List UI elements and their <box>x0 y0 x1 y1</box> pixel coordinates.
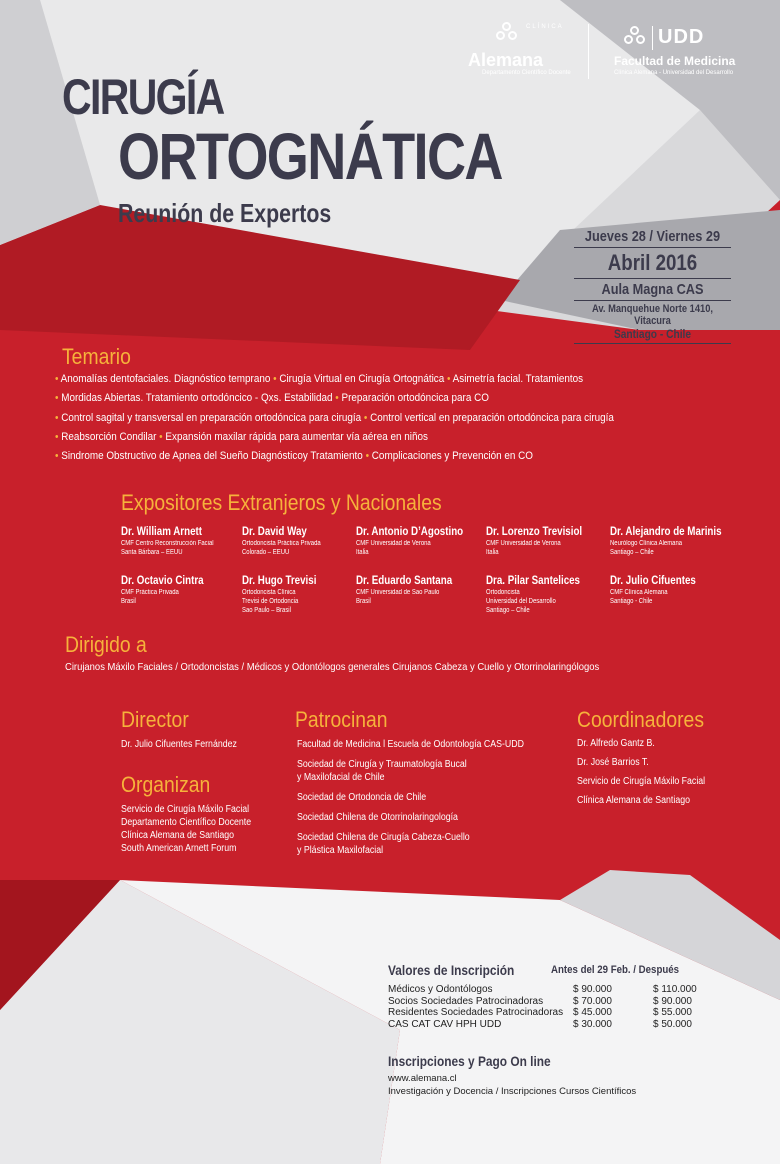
expositor-name: Dr. Alejandro de Marinis <box>610 526 722 538</box>
expositor-name: Dra. Pilar Santelices <box>486 575 581 587</box>
event-city: Santiago - Chile <box>613 327 692 341</box>
patrocinan-item-cont: y Plástica Maxilofacial <box>297 845 384 856</box>
alemana-mark-icon <box>496 22 518 44</box>
dirigido-text: Cirujanos Máxilo Faciales / Ortodoncistas / Médicos y Odontólogos generales Cirujanos Cabeza y Cuello y Otorrinolaringólogos <box>65 661 600 673</box>
bullet-icon: • <box>156 430 166 443</box>
price-cell-before: $ 70.000 <box>573 995 612 1007</box>
temario-list <box>55 373 755 469</box>
organizan-item: Departamento Científico Docente <box>121 817 252 828</box>
bullet-icon: • <box>270 373 280 385</box>
temario-line <box>55 450 685 469</box>
event-rule <box>574 247 731 248</box>
udd-mark: UDD <box>658 26 705 48</box>
bullet-icon: • <box>55 450 62 463</box>
patrocinan-item: Facultad de Medicina l Escuela de Odontología CAS-UDD <box>297 739 524 750</box>
expositor-detail: CMF Clínica Alemana Santiago - Chile <box>610 589 668 605</box>
event-rule <box>574 343 731 344</box>
temario-item: Asimetría facial. Tratamientos <box>452 373 584 385</box>
expositor-name: Dr. Lorenzo Trevisiol <box>486 526 583 538</box>
event-venue: Aula Magna CAS <box>601 281 704 298</box>
coordinador-item: Servicio de Cirugía Máxilo Facial <box>577 776 706 787</box>
expositor-detail: CMF Universidad de Verona Italia <box>486 540 561 556</box>
expositor-detail: Ortodoncista Práctica Privada Colorado – EEUU <box>242 540 321 556</box>
bullet-icon: • <box>362 450 372 463</box>
event-month: Abril 2016 <box>607 250 698 275</box>
price-row <box>388 984 718 996</box>
patrocinan-item-cont: y Maxilofacial de Chile <box>297 772 385 783</box>
expositor-card <box>121 526 230 557</box>
expositor-name: Dr. Octavio Cintra <box>121 575 204 587</box>
price-cell-label: Médicos y Odontólogos <box>388 984 493 995</box>
coordinador-item: Clínica Alemana de Santiago <box>577 795 691 806</box>
temario-item: Mordidas Abiertas. Tratamiento ortodóncico - Qxs. Estabilidad <box>61 392 333 405</box>
bullet-icon: • <box>361 411 371 424</box>
temario-line <box>55 373 685 392</box>
expositor-card <box>242 575 330 615</box>
coordinadores-list <box>577 737 723 807</box>
price-row <box>388 1019 718 1031</box>
event-address: Av. Manquehue Norte 1410, Vitacura <box>591 303 714 327</box>
director-name-wrap <box>121 738 253 751</box>
subtitle: Reunión de Expertos <box>118 198 332 228</box>
expositores-grid <box>121 526 761 626</box>
inscripciones-heading: Inscripciones y Pago On line <box>388 1053 551 1069</box>
expositor-detail: Neurólogo Clínica Alemana Santiago – Chile <box>610 540 683 556</box>
organizan-item: Clínica Alemana de Santiago <box>121 830 235 841</box>
expositor-name: Dr. Eduardo Santana <box>356 575 453 587</box>
alemana-name: Alemana <box>468 50 544 70</box>
patrocinan-heading: Patrocinan <box>295 707 388 732</box>
logo-divider <box>588 24 589 79</box>
inscripciones-path: Investigación y Docencia / Inscripciones Cursos Científicos <box>388 1086 637 1097</box>
event-rule <box>574 278 731 279</box>
expositor-name: Dr. Julio Cifuentes <box>610 575 696 587</box>
director-heading: Director <box>121 707 189 732</box>
event-days: Jueves 28 / Viernes 29 <box>584 228 721 245</box>
temario-line <box>55 412 685 431</box>
bullet-icon: • <box>55 411 62 424</box>
event-rule <box>574 300 731 301</box>
price-cell-after: $ 50.000 <box>653 1018 692 1030</box>
alemana-sub: Departamento Científico Docente <box>482 70 571 76</box>
patrocinan-item: Sociedad de Ortodoncia de Chile <box>297 792 427 803</box>
coordinador-item: Dr. José Barrios T. <box>577 757 649 768</box>
temario-item: Cirugía Virtual en Cirugía Ortognática <box>279 373 445 385</box>
temario-item: Preparación ortodóncica para CO <box>341 392 489 405</box>
udd-logo <box>614 22 754 76</box>
price-cell-label: CAS CAT CAV HPH UDD <box>388 1018 502 1030</box>
expositor-name: Dr. David Way <box>242 526 307 538</box>
expositor-detail: CMF Universidad de Sao Paulo Brasil <box>356 589 440 605</box>
expositor-card <box>486 526 599 557</box>
event-info <box>560 228 745 346</box>
patrocinan-item: Sociedad Chilena de Cirugía Cabeza-Cuello <box>297 832 470 843</box>
coordinador-item: Dr. Alfredo Gantz B. <box>577 738 655 749</box>
expositor-card <box>610 526 741 557</box>
price-cell-after: $ 110.000 <box>653 984 697 995</box>
expositor-card <box>242 526 335 557</box>
organizan-item: Servicio de Cirugía Máxilo Facial <box>121 804 250 815</box>
temario-item: Sindrome Obstructivo de Apnea del Sueño Diagnósticoy Tratamiento <box>61 450 363 463</box>
expositor-card <box>356 575 469 606</box>
valores-table <box>388 984 718 1030</box>
price-row <box>388 1007 718 1019</box>
udd-sub: Clínica Alemana - Universidad del Desarrollo <box>614 70 734 76</box>
bullet-icon: • <box>444 373 453 385</box>
expositor-detail: CMF Centro Reconstrucción Facial Santa Bárbara – EEUU <box>121 540 214 556</box>
expositor-card <box>486 575 597 615</box>
patrocinan-list <box>297 738 555 857</box>
organizan-heading: Organizan <box>121 772 211 797</box>
temario-item: Reabsorción Condilar <box>61 430 157 443</box>
temario-item: Complicaciones y Prevención en CO <box>371 450 534 463</box>
temario-item: Expansión maxilar rápida para aumentar vía aérea en niños <box>165 430 428 443</box>
valores-columns: Antes del 29 Feb. / Después <box>551 964 680 976</box>
coordinadores-heading: Coordinadores <box>577 707 704 732</box>
temario-item: Control sagital y transversal en preparación ortodóncica para cirugía <box>61 411 362 424</box>
expositor-detail: Ortodoncista Universidad del Desarrollo Santiago – Chile <box>486 589 556 614</box>
expositor-card <box>610 575 711 606</box>
expositores-heading: Expositores Extranjeros y Nacionales <box>121 490 442 515</box>
title-line-2: ORTOGNÁTICA <box>118 119 502 193</box>
bullet-icon: • <box>55 392 62 405</box>
organizan-item: South American Arnett Forum <box>121 843 237 854</box>
price-cell-after: $ 90.000 <box>653 995 692 1007</box>
expositor-detail: CMF Práctica Privada Brasil <box>121 589 179 605</box>
expositor-card <box>356 526 482 557</box>
expositor-detail: Ortodoncista Clínica Trevisi de Ortodoncia Sao Paulo – Brasil <box>242 589 299 614</box>
expositor-detail: CMF Universidad de Verona Italia <box>356 540 431 556</box>
alemana-top-label: CLÍNICA <box>526 24 564 30</box>
price-cell-after: $ 55.000 <box>653 1007 692 1018</box>
price-cell-before: $ 45.000 <box>573 1007 612 1018</box>
udd-name: Facultad de Medicina <box>614 54 736 68</box>
patrocinan-item: Sociedad Chilena de Otorrinolaringología <box>297 812 458 823</box>
title-line-1: CIRUGÍA <box>62 69 224 125</box>
expositor-card <box>121 575 218 606</box>
inscripciones-url[interactable]: www.alemana.cl <box>388 1073 457 1084</box>
price-cell-label: Socios Sociedades Patrocinadoras <box>388 995 544 1007</box>
temario-line <box>55 431 685 450</box>
expositor-name: Dr. Antonio D’Agostino <box>356 526 464 538</box>
temario-line <box>55 392 685 411</box>
temario-item: Control vertical en preparación ortodóncica para cirugía <box>370 411 614 424</box>
bullet-icon: • <box>55 373 61 385</box>
bullet-icon: • <box>55 430 62 443</box>
dirigido-heading: Dirigido a <box>65 632 147 657</box>
bullet-icon: • <box>332 392 342 405</box>
price-cell-label: Residentes Sociedades Patrocinadoras <box>388 1007 564 1018</box>
udd-mark-icon <box>624 26 646 48</box>
price-cell-before: $ 90.000 <box>573 984 612 995</box>
organizan-list <box>121 803 269 855</box>
expositor-name: Dr. William Arnett <box>121 526 203 538</box>
price-row <box>388 996 718 1008</box>
patrocinan-item: Sociedad de Cirugía y Traumatología Bucal <box>297 759 467 770</box>
temario-item: Anomalías dentofaciales. Diagnóstico temprano <box>60 373 271 385</box>
udd-mark-divider <box>652 26 653 50</box>
director-name: Dr. Julio Cifuentes Fernández <box>121 739 237 750</box>
valores-heading: Valores de Inscripción <box>388 962 515 978</box>
temario-heading: Temario <box>62 344 131 369</box>
expositor-name: Dr. Hugo Trevisi <box>242 575 317 587</box>
price-cell-before: $ 30.000 <box>573 1018 612 1030</box>
alemana-logo <box>468 22 571 76</box>
